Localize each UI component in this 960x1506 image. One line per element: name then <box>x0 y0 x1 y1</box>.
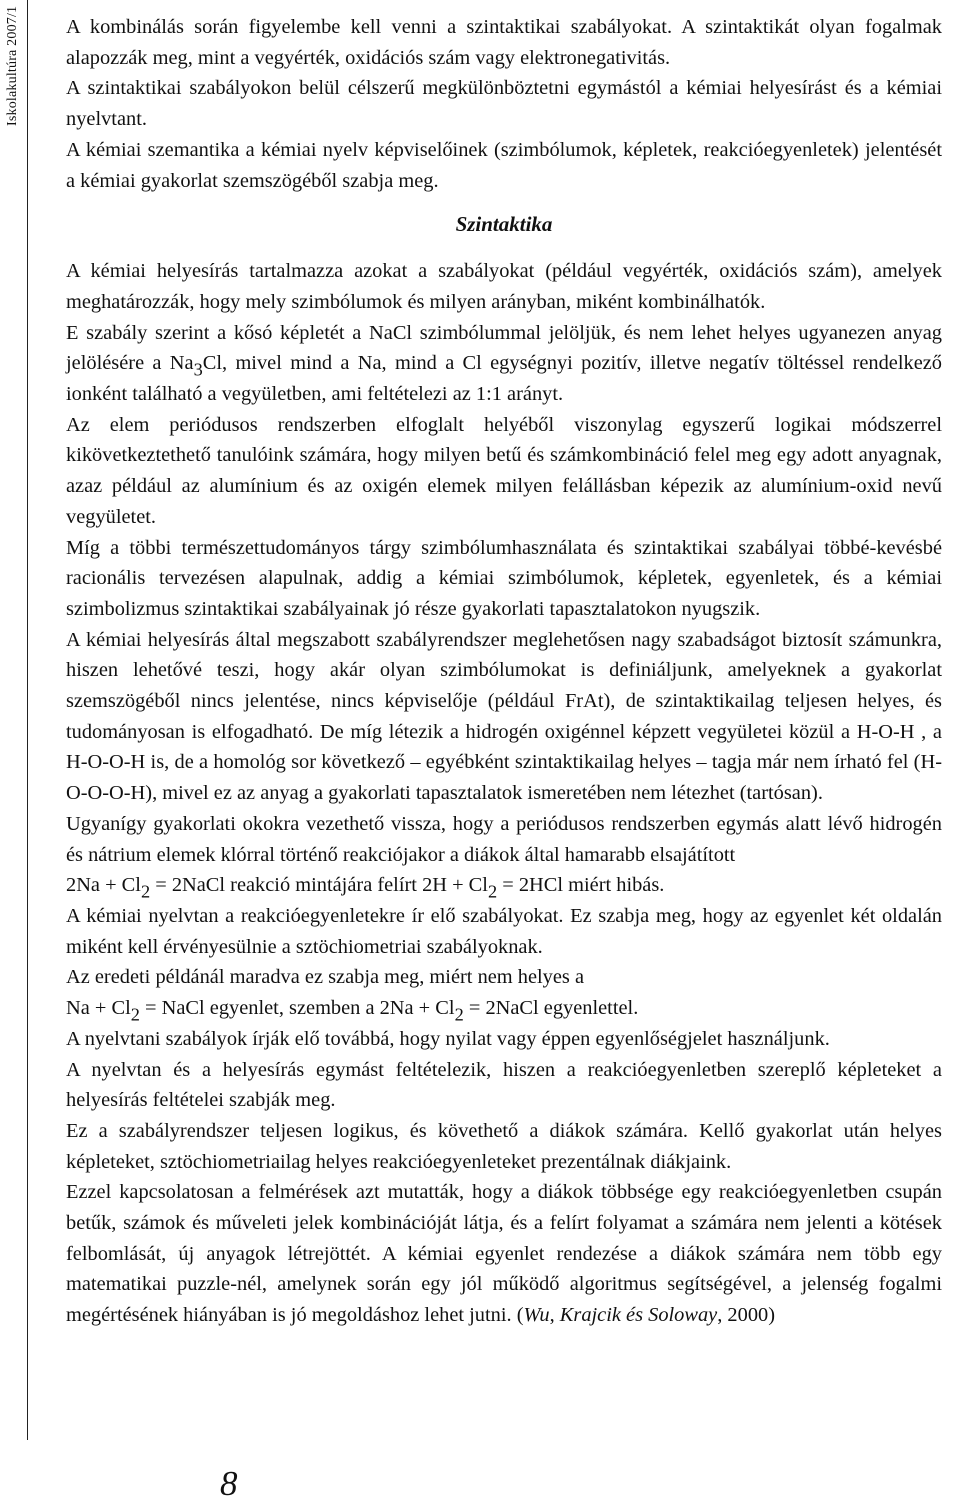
citation-year: , 2000) <box>717 1304 776 1327</box>
equation-2-subscript-1: 2 <box>130 1004 140 1025</box>
equation-2-part-b: = NaCl egyenlet, szemben a 2Na + Cl <box>139 997 455 1020</box>
body-paragraph-4: Míg a többi természettudományos tárgy szimbólumhasználata és szintaktikai szabályai többé-kevésbé racionális tervezésen alapulnak, addig a kémiai szimbólumok, képletek, egyenletek, és a kémiai szimbolizmus szintaktikai szabályainak jó része gyakorlati tapasztalatokon nyugszik. <box>66 536 942 620</box>
equation-1-part-a: 2Na + Cl <box>66 874 141 897</box>
equation-line-2 <box>66 993 942 1024</box>
equation-1-part-b: = 2NaCl reakció mintájára felírt 2H + Cl <box>150 874 488 897</box>
citation-author-2: Krajcik és Soloway <box>559 1304 718 1327</box>
journal-side-label: Iskolakultúra 2007/1 <box>5 6 20 127</box>
equation-1-subscript-2: 2 <box>487 881 498 902</box>
equation-1-subscript-1: 2 <box>140 881 151 902</box>
equation-2-subscript-2: 2 <box>454 1004 464 1025</box>
intro-paragraph-1: A kombinálás során figyelembe kell venni a szintaktikai szabályokat. A szintaktikát olyan fogalmak alapozzák meg, mint a vegyérték, oxidációs szám vagy elektronegativitás. <box>66 16 942 69</box>
intro-paragraph-2: A szintaktikai szabályokon belül célszerű megkülönböztetni egymástól a kémiai helyesírást és a kémiai nyelvtant. <box>66 77 942 131</box>
page-content <box>66 12 942 1331</box>
page-number: 8 <box>220 1464 238 1503</box>
body-paragraph-12 <box>66 1177 942 1331</box>
body-paragraph-2 <box>66 318 942 410</box>
body-paragraph-1: A kémiai helyesírás tartalmazza azokat a szabályokat (például vegyérték, oxidációs szám), amelyek meghatározzák, hogy mely szimbólumok és milyen arányban, miként kombinálhatók. <box>66 260 942 313</box>
paragraph-12-text: Ezzel kapcsolatosan a felmérések azt mutatták, hogy a diákok többsége egy reakcióegyenletben csupán betűk, számok és műveleti jelek kombinációját látja, és a felírt folyamat a számára nem jelenti a kötések felbomlását, új anyagok létrejöttét. A kémiai egyenlet rendezése a diákok számára nem több egy matematikai puzzle-nél, amelynek során egy jól működő algoritmus segítségével, a jelenség fogalmi megértésének hiányában is jó megoldáshoz lehet jutni. ( <box>66 1181 942 1327</box>
paragraph-2-text-b: Cl, mivel mind a Na, mind a Cl egységnyi pozitív, illetve negatív töltéssel rendelkező ionként található a vegyületben, ami feltételezi az 1:1 arányt. <box>66 352 943 406</box>
body-paragraph-7: A kémiai nyelvtan a reakcióegyenletekre ír elő szabályokat. Ez szabja meg, hogy az egyenlet két oldalán miként kell érvényesülnie a sztöchiometriai szabályoknak. <box>66 904 942 958</box>
equation-2-part-a: Na + Cl <box>66 997 131 1020</box>
equation-1-part-c: = 2HCl miért hibás. <box>497 874 665 897</box>
body-paragraph-5: A kémiai helyesírás által megszabott szabályrendszer meglehetősen nagy szabadságot biztosít számunkra, hiszen lehetővé teszi, hogy akár olyan szimbólumokat is definiáljunk, amelyeknek a gyakorlat szemszögéből nincs jelentése, nincs képviselője (például FrAt), de szintaktikailag teljesen helyes, és tudományosan is elfogadható. De míg létezik a hidrogén oxigénnel képzett vegyületei közül a H-O-H , a H-O-O-H is, de a homológ sor következő – egyébként szintaktikailag helyes – tagja már nem írható fel (H-O-O-O-H), mivel ez az anyag a gyakorlati tapasztalatok ismeretében nem létezhet (tartósan). <box>66 628 942 805</box>
citation-author-1: Wu <box>523 1304 550 1327</box>
equation-2-part-c: = 2NaCl egyenlettel. <box>463 997 639 1020</box>
body-paragraph-11: Ez a szabályrendszer teljesen logikus, és követhető a diákok számára. Kellő gyakorlat után helyes képleteket, sztöchiometriailag helyes reakcióegyenleteket prezentálnak diákjaink. <box>66 1119 942 1173</box>
intro-paragraph-3: A kémiai szemantika a kémiai nyelv képviselőinek (szimbólumok, képletek, reakcióegyenletek) jelentését a kémiai gyakorlat szemszögéből szabja meg. <box>66 138 942 192</box>
equation-line-1 <box>66 870 942 901</box>
citation-separator: , <box>549 1304 560 1327</box>
section-heading: Szintaktika <box>455 212 553 237</box>
subscript-3: 3 <box>193 359 203 380</box>
body-paragraph-3: Az elem periódusos rendszerben elfoglalt helyéből viszonylag egyszerű logikai módszerrel kikövetkeztethető tanulóink számára, hogy milyen betű és számkombináció felel meg egy adott anyagnak, azaz például az alumínium és az oxigén elemek milyen felállásban képezik az alumínium-oxid nevű vegyületet. <box>66 413 942 528</box>
margin-rule <box>27 0 28 1440</box>
body-paragraph-9: A nyelvtani szabályok írják elő továbbá, hogy nyilat vagy éppen egyenlőségjelet használjunk. <box>66 1027 830 1050</box>
paragraph-2-text-a: E szabály szerint a kősó képletét a NaCl szimbólummal jelöljük, és nem lehet helyes ugyanezen anyag jelölésére a Na <box>66 321 942 375</box>
body-paragraph-10: A nyelvtan és a helyesírás egymást feltételezik, hiszen a reakcióegyenletben szereplő képleteket a helyesírás feltételei szabják meg. <box>66 1058 942 1112</box>
body-paragraph-8: Az eredeti példánál maradva ez szabja meg, miért nem helyes a <box>66 966 585 989</box>
body-paragraph-6: Ugyanígy gyakorlati okokra vezethető vissza, hogy a periódusos rendszerben egymás alatt lévő hidrogén és nátrium elemek klórral történő reakciójakor a diákok által hamarabb elsajátított <box>66 812 942 866</box>
